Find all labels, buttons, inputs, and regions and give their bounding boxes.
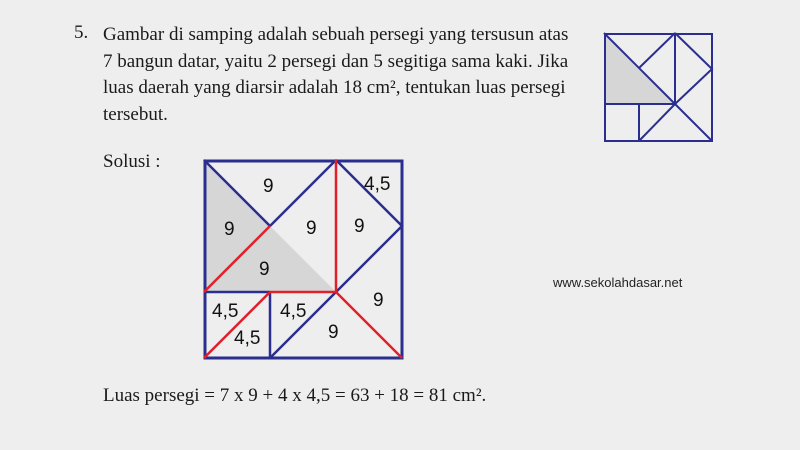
reference-figure <box>604 33 714 143</box>
problem-number: 5. <box>74 22 89 43</box>
label-top-right: 4,5 <box>364 174 391 195</box>
label-bottom-center: 9 <box>328 322 339 343</box>
problem-statement: Gambar di samping adalah sebuah persegi yang tersusun atas 7 bangun datar, yaitu 2 persegi dan 5 segitiga sama kaki. Jika luas daerah yang diarsir adalah 18 cm², tentukan luas persegi tersebut. <box>103 24 569 125</box>
solution-figure <box>204 160 404 360</box>
label-bottom-shaded: 9 <box>259 259 270 280</box>
label-small-c: 4,5 <box>280 301 307 322</box>
label-small-b: 4,5 <box>234 328 261 349</box>
solution-heading: Solusi : <box>103 151 161 172</box>
label-bottom-right: 9 <box>373 290 384 311</box>
answer-text: Luas persegi = 7 x 9 + 4 x 4,5 = 63 + 18 = 81 cm². <box>103 385 487 406</box>
label-center: 9 <box>306 218 317 239</box>
label-small-a: 4,5 <box>212 301 239 322</box>
watermark: www.sekolahdasar.net <box>553 275 683 290</box>
label-top: 9 <box>263 176 274 197</box>
label-left: 9 <box>224 219 235 240</box>
label-right-middle: 9 <box>354 216 365 237</box>
